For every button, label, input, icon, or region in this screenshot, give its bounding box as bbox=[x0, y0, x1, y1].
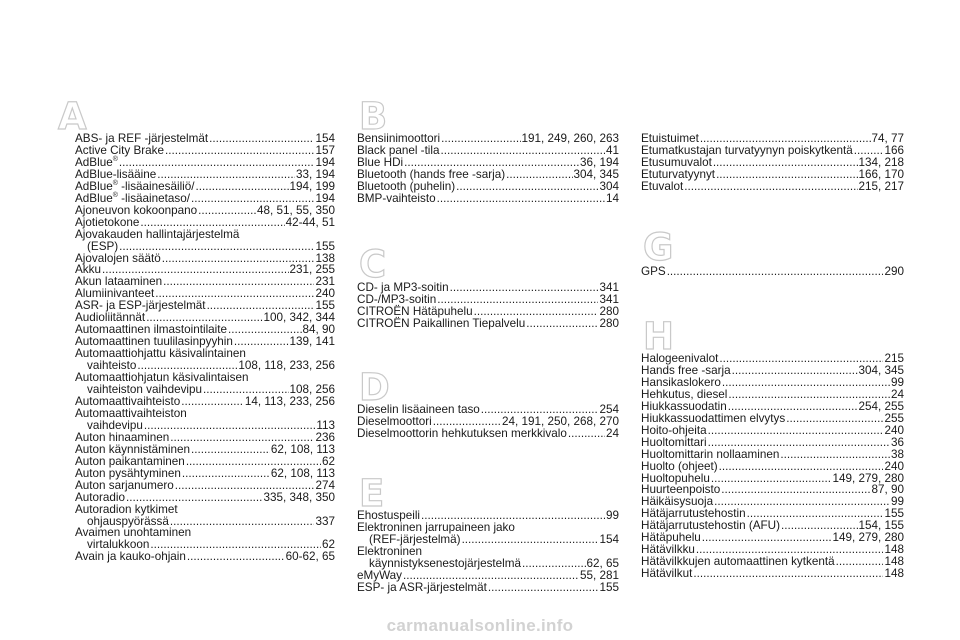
dot-leader bbox=[684, 181, 857, 193]
page-numbers: 148 bbox=[884, 567, 904, 581]
dot-leader bbox=[209, 133, 314, 145]
page-numbers: 24, 191, 250, 268, 270 bbox=[502, 414, 619, 428]
entry-label: virtalukkoon bbox=[87, 538, 150, 552]
page-numbers: 62, 108, 113 bbox=[270, 466, 335, 480]
entry-label bbox=[357, 582, 487, 594]
index-entry bbox=[75, 408, 335, 432]
entry-label bbox=[641, 181, 683, 193]
entry-label: vaihteiston vaihdevipu bbox=[87, 383, 203, 397]
entry-name: CITROËN Paikallinen Tiepalvelu bbox=[357, 316, 526, 330]
page-numbers: 99 bbox=[605, 509, 619, 522]
entry-name: Avain ja kauko-ohjain bbox=[75, 550, 186, 564]
dot-leader bbox=[522, 558, 585, 570]
section-c-entries bbox=[357, 282, 619, 330]
page-numbers: 254 bbox=[599, 403, 619, 416]
entry-name: Auton sarjanumero bbox=[75, 478, 174, 492]
entry-name: Akku bbox=[75, 263, 101, 277]
page-numbers: 280 bbox=[599, 304, 619, 318]
entry-row bbox=[357, 193, 619, 205]
dot-leader bbox=[721, 484, 870, 496]
page-numbers: 38 bbox=[890, 447, 904, 461]
page-numbers: 154, 155 bbox=[858, 519, 904, 533]
entry-name: AdBlue-lisääine bbox=[75, 167, 157, 181]
entry-name: Hehkutus, diesel bbox=[641, 387, 728, 401]
page-numbers: 113 bbox=[316, 418, 335, 432]
page-numbers: 134, 218 bbox=[858, 155, 904, 169]
dot-leader bbox=[182, 468, 270, 480]
entry-label bbox=[357, 193, 436, 205]
registered-mark: ® bbox=[112, 191, 118, 199]
dot-leader bbox=[186, 456, 321, 468]
dot-leader bbox=[191, 444, 270, 456]
entry-row bbox=[357, 318, 619, 330]
section-a-entries bbox=[75, 133, 335, 563]
dot-leader bbox=[191, 193, 314, 205]
entry-name: Blue HDi bbox=[357, 155, 404, 169]
page-numbers: 154 bbox=[599, 532, 619, 546]
section-letter-g: G bbox=[643, 226, 674, 269]
page-numbers: 194, 199 bbox=[289, 179, 335, 193]
page-numbers: 62 bbox=[321, 538, 335, 552]
page-numbers: 138 bbox=[315, 251, 335, 265]
page-numbers: 24 bbox=[605, 426, 619, 440]
page-numbers: 148 bbox=[884, 555, 904, 569]
entry-label: ohjauspyörässä bbox=[87, 514, 169, 528]
page-numbers: 215 bbox=[884, 352, 904, 365]
page-numbers: 194 bbox=[315, 155, 335, 169]
entry-label: (REF-järjestelmä) bbox=[369, 532, 461, 546]
entry-name: Hätäjarrutustehostin (AFU) bbox=[641, 519, 781, 533]
section-h-entries bbox=[641, 353, 904, 580]
index-entry bbox=[75, 372, 335, 396]
entry-name: CD-/MP3-soitin bbox=[357, 292, 437, 306]
page-numbers: 290 bbox=[884, 265, 904, 278]
entry-name: Automaattivaihteiston bbox=[75, 406, 187, 420]
page-numbers: 55, 281 bbox=[580, 568, 619, 582]
dot-leader bbox=[163, 276, 314, 288]
entry-name: AdBlue bbox=[75, 191, 113, 205]
entry-label: (ESP) bbox=[87, 239, 119, 253]
index-entry bbox=[75, 504, 335, 528]
entry-name: ESP- ja ASR-järjestelmät bbox=[357, 580, 487, 594]
entry-name: Dieselmoottorin hehkutuksen merkkivalo bbox=[357, 426, 567, 440]
index-entry bbox=[357, 582, 619, 594]
entry-name: Auton hinaaminen bbox=[75, 430, 170, 444]
dot-leader bbox=[693, 568, 883, 580]
dot-leader bbox=[144, 420, 315, 432]
entry-name: AdBlue bbox=[75, 179, 113, 193]
dot-leader bbox=[716, 169, 857, 181]
page-numbers: 304, 345 bbox=[858, 363, 904, 377]
entry-heading-line bbox=[75, 504, 335, 516]
entry-row bbox=[641, 266, 904, 278]
entry-name: Huurteenpoisto bbox=[641, 483, 721, 497]
entry-label: vaihteisto bbox=[87, 359, 137, 373]
dot-leader bbox=[786, 413, 883, 425]
section-g-entries bbox=[641, 266, 904, 278]
entry-name: Huoltomittari bbox=[641, 435, 707, 449]
section-letter-b: B bbox=[359, 95, 388, 138]
dot-leader bbox=[488, 582, 599, 594]
dot-leader bbox=[187, 551, 285, 563]
entry-row bbox=[357, 582, 619, 594]
index-entry bbox=[75, 527, 335, 551]
page-numbers: 62 bbox=[321, 454, 335, 468]
page-numbers: 14, 113, 233, 256 bbox=[244, 394, 335, 408]
page-numbers: 36, 194 bbox=[580, 155, 619, 169]
entry-name: Automaattinen tuulilasinpyyhin bbox=[75, 335, 233, 349]
dot-leader bbox=[196, 181, 289, 193]
entry-label bbox=[357, 318, 525, 330]
page-numbers: 149, 279, 280 bbox=[832, 471, 904, 485]
page-numbers: 194 bbox=[315, 191, 335, 205]
page-numbers: 236 bbox=[315, 430, 335, 444]
entry-name: AdBlue bbox=[75, 155, 113, 169]
page-numbers: 155 bbox=[315, 299, 335, 313]
entry-name: Hands free -sarja bbox=[641, 363, 731, 377]
page-numbers: 335, 348, 350 bbox=[263, 490, 335, 504]
dot-leader bbox=[722, 377, 890, 389]
page-numbers: 255 bbox=[884, 411, 904, 425]
index-entry bbox=[357, 428, 619, 440]
entry-name: Huoltomittarin nollaaminen bbox=[641, 447, 780, 461]
entry-label bbox=[75, 551, 186, 563]
page-numbers: 148 bbox=[884, 543, 904, 557]
page-numbers: 215, 217 bbox=[858, 179, 904, 193]
entry-row bbox=[641, 181, 904, 193]
entry-name: Etuvalot bbox=[641, 179, 684, 193]
dot-leader bbox=[732, 365, 858, 377]
entry-name: CITROËN Hätäpuhelu bbox=[357, 304, 473, 318]
dot-leader bbox=[526, 318, 598, 330]
dot-leader bbox=[667, 266, 884, 278]
entry-name: Hansikaslokero bbox=[641, 375, 721, 389]
dot-leader bbox=[450, 282, 599, 294]
page-numbers: 166 bbox=[884, 143, 904, 157]
entry-name: Ehostuspeili bbox=[357, 509, 421, 522]
entry-name: Auton pysähtyminen bbox=[75, 466, 181, 480]
entry-name-suffix: -lisäainesäiliö/ bbox=[117, 179, 195, 193]
entry-label bbox=[641, 266, 666, 278]
index-entry bbox=[357, 193, 619, 205]
entry-name: Halogeenivalot bbox=[641, 352, 719, 365]
entry-name: Huolto (ohjeet) bbox=[641, 459, 718, 473]
page-numbers: 157 bbox=[315, 143, 335, 157]
entry-name: Bluetooth (puhelin) bbox=[357, 179, 456, 193]
entry-name-suffix: -lisäainetaso/ bbox=[117, 191, 190, 205]
page-numbers: 41 bbox=[605, 143, 619, 157]
page-numbers: 62, 108, 113 bbox=[270, 442, 335, 456]
index-entry bbox=[641, 568, 904, 580]
page-numbers: 191, 249, 260, 263 bbox=[521, 132, 619, 145]
entry-name: BMP-vaihteisto bbox=[357, 191, 436, 205]
page-numbers: 280 bbox=[599, 316, 619, 330]
index-entry bbox=[357, 318, 619, 330]
page-numbers: 108, 256 bbox=[289, 383, 335, 397]
entry-name: Dieselmoottori bbox=[357, 414, 432, 428]
page-numbers: 304 bbox=[599, 179, 619, 193]
watermark: carmanualsonline.info bbox=[386, 616, 574, 635]
entry-name: Hiukkassuodatin bbox=[641, 399, 727, 413]
entry-name: Dieselin lisäaineen taso bbox=[357, 403, 480, 416]
page-numbers: 100, 342, 344 bbox=[263, 311, 335, 325]
page-numbers: 240 bbox=[884, 423, 904, 437]
registered-mark: ® bbox=[112, 179, 118, 187]
page-numbers: 155 bbox=[884, 507, 904, 521]
entry-name: Hätävilkku bbox=[641, 543, 695, 557]
page-numbers: 87, 90 bbox=[871, 483, 904, 497]
entry-name: eMyWay bbox=[357, 568, 403, 582]
entry-name: Hiukkassuodattimen elvytys bbox=[641, 411, 786, 425]
index-entry bbox=[75, 551, 335, 563]
entry-name: Auton paikantaminen bbox=[75, 454, 185, 468]
entry-name: Ajotietokone bbox=[75, 215, 140, 229]
entry-name: Active City Brake bbox=[75, 143, 164, 157]
entry-row bbox=[75, 551, 335, 563]
section-e-continued-entries bbox=[641, 133, 904, 193]
entry-name: Alumiinivanteet bbox=[75, 287, 155, 301]
entry-name: Etumatkustajan turvatyynyn poiskytkentä bbox=[641, 143, 853, 157]
dot-leader bbox=[702, 532, 832, 544]
index-entry bbox=[641, 266, 904, 278]
entry-row bbox=[641, 568, 904, 580]
dot-leader bbox=[175, 480, 315, 492]
section-letter-h: H bbox=[643, 315, 674, 358]
dot-leader bbox=[568, 428, 605, 440]
page-numbers: 304, 345 bbox=[573, 167, 619, 181]
section-letter-a: A bbox=[58, 95, 87, 138]
entry-name: Elektroninen bbox=[357, 544, 422, 558]
page-numbers: 341 bbox=[599, 281, 619, 294]
page-numbers: 24 bbox=[890, 387, 904, 401]
dot-leader bbox=[836, 556, 884, 568]
entry-name: Etuturvatyynyt bbox=[641, 167, 716, 181]
entry-name: Auton käynnistäminen bbox=[75, 442, 190, 456]
page-numbers: 42-44, 51 bbox=[285, 215, 335, 229]
index-entry bbox=[75, 348, 335, 372]
entry-name: Hoito-ohjeita bbox=[641, 423, 707, 437]
entry-name: Autoradio bbox=[75, 490, 126, 504]
entry-name: Hätävilkut bbox=[641, 567, 693, 581]
page-numbers: 74, 77 bbox=[871, 132, 904, 145]
entry-name: Black panel -tila bbox=[357, 143, 440, 157]
entry-name: Etusumuvalot bbox=[641, 155, 712, 169]
page-numbers: 99 bbox=[890, 495, 904, 509]
entry-name: Akun lataaminen bbox=[75, 275, 163, 289]
entry-name: Audioliitännät bbox=[75, 311, 146, 325]
entry-name: CD- ja MP3-soitin bbox=[357, 281, 449, 294]
page-numbers: 62, 65 bbox=[586, 556, 619, 570]
page-numbers: 166, 170 bbox=[858, 167, 904, 181]
page-numbers: 341 bbox=[599, 292, 619, 306]
section-e-entries bbox=[357, 510, 619, 594]
entry-name: ASR- ja ESP-järjestelmät bbox=[75, 299, 206, 313]
entry-name: Bluetooth (hands free -sarja) bbox=[357, 167, 506, 181]
page-numbers: 33, 194 bbox=[296, 167, 335, 181]
section-b-entries bbox=[357, 133, 619, 205]
page-numbers: 99 bbox=[890, 375, 904, 389]
page-numbers: 36 bbox=[890, 435, 904, 449]
entry-name: Ajovakauden hallintajärjestelmä bbox=[75, 227, 240, 241]
dot-leader bbox=[170, 516, 315, 528]
dot-leader bbox=[181, 396, 244, 408]
page-numbers: 155 bbox=[599, 580, 619, 594]
page-numbers: 60-62, 65 bbox=[285, 550, 335, 564]
entry-name: Ajoneuvon kokoonpano bbox=[75, 203, 198, 217]
entry-name: Automaattiohjattu käsivalintainen bbox=[75, 347, 246, 361]
index-entry bbox=[357, 546, 619, 570]
dot-leader bbox=[456, 181, 598, 193]
page-numbers: 240 bbox=[884, 459, 904, 473]
dot-leader bbox=[462, 534, 599, 546]
index-entry bbox=[357, 522, 619, 546]
page-numbers: 254, 255 bbox=[858, 399, 904, 413]
dot-leader bbox=[441, 133, 520, 145]
section-d-entries bbox=[357, 404, 619, 440]
page-numbers: 14 bbox=[605, 191, 619, 205]
entry-label bbox=[357, 428, 567, 440]
page-numbers: 84, 90 bbox=[302, 323, 335, 337]
entry-name: Automaattiohjatun käsivalintaisen bbox=[75, 371, 249, 385]
index-entry bbox=[641, 181, 904, 193]
page-numbers: 139, 141 bbox=[289, 335, 335, 349]
registered-mark: ® bbox=[112, 155, 118, 163]
page-numbers: 48, 51, 55, 350 bbox=[257, 203, 335, 217]
dot-leader bbox=[165, 145, 315, 157]
section-letter-d: D bbox=[359, 366, 390, 409]
dot-leader bbox=[708, 425, 884, 437]
dot-leader bbox=[711, 473, 832, 485]
page-numbers: 240 bbox=[315, 287, 335, 301]
entry-name: Hätäpuhelu bbox=[641, 531, 701, 545]
page-numbers: 274 bbox=[315, 478, 335, 492]
entry-label: vaihdevipu bbox=[87, 418, 143, 432]
page-numbers: 149, 279, 280 bbox=[832, 531, 904, 545]
entry-label bbox=[641, 568, 692, 580]
dot-leader bbox=[719, 461, 884, 473]
page-numbers: 231 bbox=[315, 275, 335, 289]
page-numbers: 108, 118, 233, 256 bbox=[238, 359, 335, 373]
entry-heading-line bbox=[75, 229, 335, 241]
entry-name: Autoradion kytkimet bbox=[75, 502, 178, 516]
entry-name: Ajovalojen säätö bbox=[75, 251, 161, 265]
dot-leader bbox=[713, 157, 858, 169]
entry-label: käynnistyksenestojärjestelmä bbox=[369, 556, 522, 570]
entry-name: Automaattinen ilmastointilaite bbox=[75, 323, 228, 337]
dot-leader bbox=[780, 449, 890, 461]
dot-leader bbox=[170, 432, 314, 444]
page-numbers: 155 bbox=[315, 239, 335, 253]
section-letter-c: C bbox=[359, 243, 387, 286]
entry-name: GPS bbox=[641, 265, 666, 278]
entry-name: ABS- ja REF -järjestelmät bbox=[75, 132, 209, 145]
dot-leader bbox=[506, 169, 572, 181]
entry-name: Etuistuimet bbox=[641, 132, 699, 145]
section-letter-e: E bbox=[359, 472, 385, 515]
entry-name: Avaimen unohtaminen bbox=[75, 526, 192, 540]
entry-row bbox=[357, 428, 619, 440]
entry-name: Automaattivaihteisto bbox=[75, 394, 181, 408]
dot-leader bbox=[198, 205, 256, 217]
page-numbers: 231, 255 bbox=[289, 263, 335, 277]
entry-name: Häikäisysuoja bbox=[641, 495, 714, 509]
page-numbers: 154 bbox=[315, 132, 335, 145]
dot-leader bbox=[437, 193, 605, 205]
index-entry bbox=[75, 229, 335, 253]
entry-name: Elektroninen jarrupaineen jako bbox=[357, 520, 515, 534]
entry-name: Hätävilkkujen automaattinen kytkentä bbox=[641, 555, 835, 569]
entry-name: Hätäjarrutustehostin bbox=[641, 507, 746, 521]
page-numbers: 337 bbox=[315, 514, 335, 528]
entry-name: Bensiinimoottori bbox=[357, 132, 441, 145]
entry-name: Huoltopuhelu bbox=[641, 471, 710, 485]
